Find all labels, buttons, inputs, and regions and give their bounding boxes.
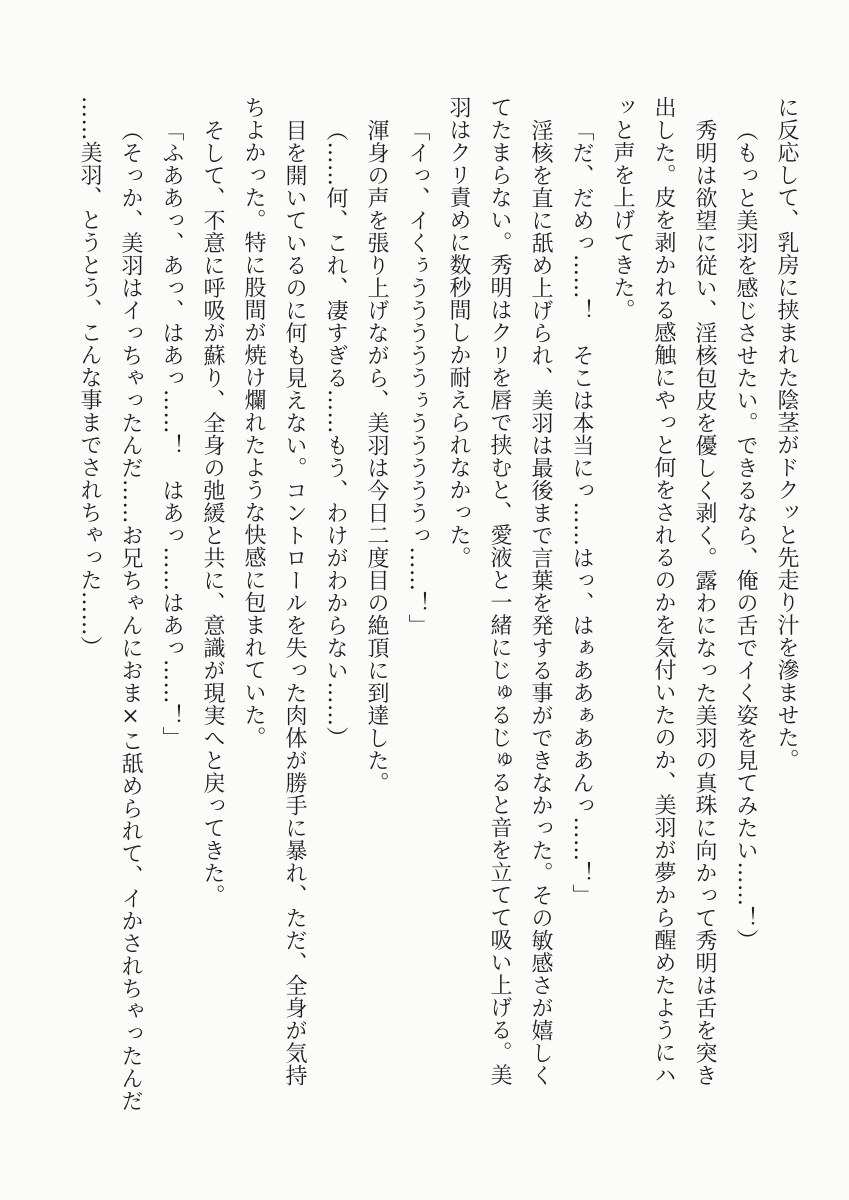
text-column: ……美羽、とうとう、こんな事までされちゃった……） xyxy=(77,96,102,659)
text-column: 渾身の声を張り上げながら、美羽は今日二度目の絶頂に到達した。 xyxy=(364,118,389,794)
text-column: 「だ、だめっ……！ そこは本当にっ……はっ、はぁああぁああんっ……！」 xyxy=(569,118,594,906)
text-block xyxy=(69,96,807,1121)
text-column: ッと声を上げてきた。 xyxy=(610,96,635,321)
text-column: てたまらない。秀明はクリを唇で挟むと、愛液と一緒にじゅるじゅると音を立てて吸い上げる。美 xyxy=(487,96,512,1086)
text-column: 秀明は欲望に従い、淫核包皮を優しく剥く。露わになった美羽の真珠に向かって秀明は舌を突き xyxy=(692,118,717,1086)
text-column: （……何、これ、凄すぎる……もう、わけがわからない……） xyxy=(323,118,348,749)
text-column: 羽はクリ責めに数秒間しか耐えられなかった。 xyxy=(446,96,471,569)
text-column: そして、不意に呼吸が蘇り、全身の弛緩と共に、意識が現実へと戻ってきた。 xyxy=(200,118,225,906)
text-column: 「ふああっ、あっ、はあっ……！ はあっ……はあっ……！」 xyxy=(159,118,184,749)
text-column: ちよかった。特に股間が焼け爛れたような快感に包まれていた。 xyxy=(241,96,266,749)
text-column: 出した。皮を剥かれる感触にやっと何をされるのかを気付いたのか、美羽が夢から醒めたようにハ xyxy=(651,96,676,1086)
text-column: に反応して、乳房に挟まれた陰茎がドクッと先走り汁を滲ませた。 xyxy=(774,96,799,771)
text-column: 「イっ、イくぅうううううぅうううううっ……！」 xyxy=(405,118,430,636)
text-column: （もっと美羽を感じさせたい。できるなら、俺の舌でイく姿を見てみたい……！） xyxy=(733,118,758,951)
text-column: 淫核を直に舐め上げられ、美羽は最後まで言葉を発する事ができなかった。その敏感さが嬉しく xyxy=(528,118,553,1086)
text-column: （そっか、美羽はイっちゃったんだ……お兄ちゃんにおま×こ舐められて、イかされちゃったんだ xyxy=(118,118,143,1112)
text-column: 目を開いているのに何も見えない。コントロールを失った肉体が勝手に暴れ、ただ、全身が気持 xyxy=(282,118,307,1086)
